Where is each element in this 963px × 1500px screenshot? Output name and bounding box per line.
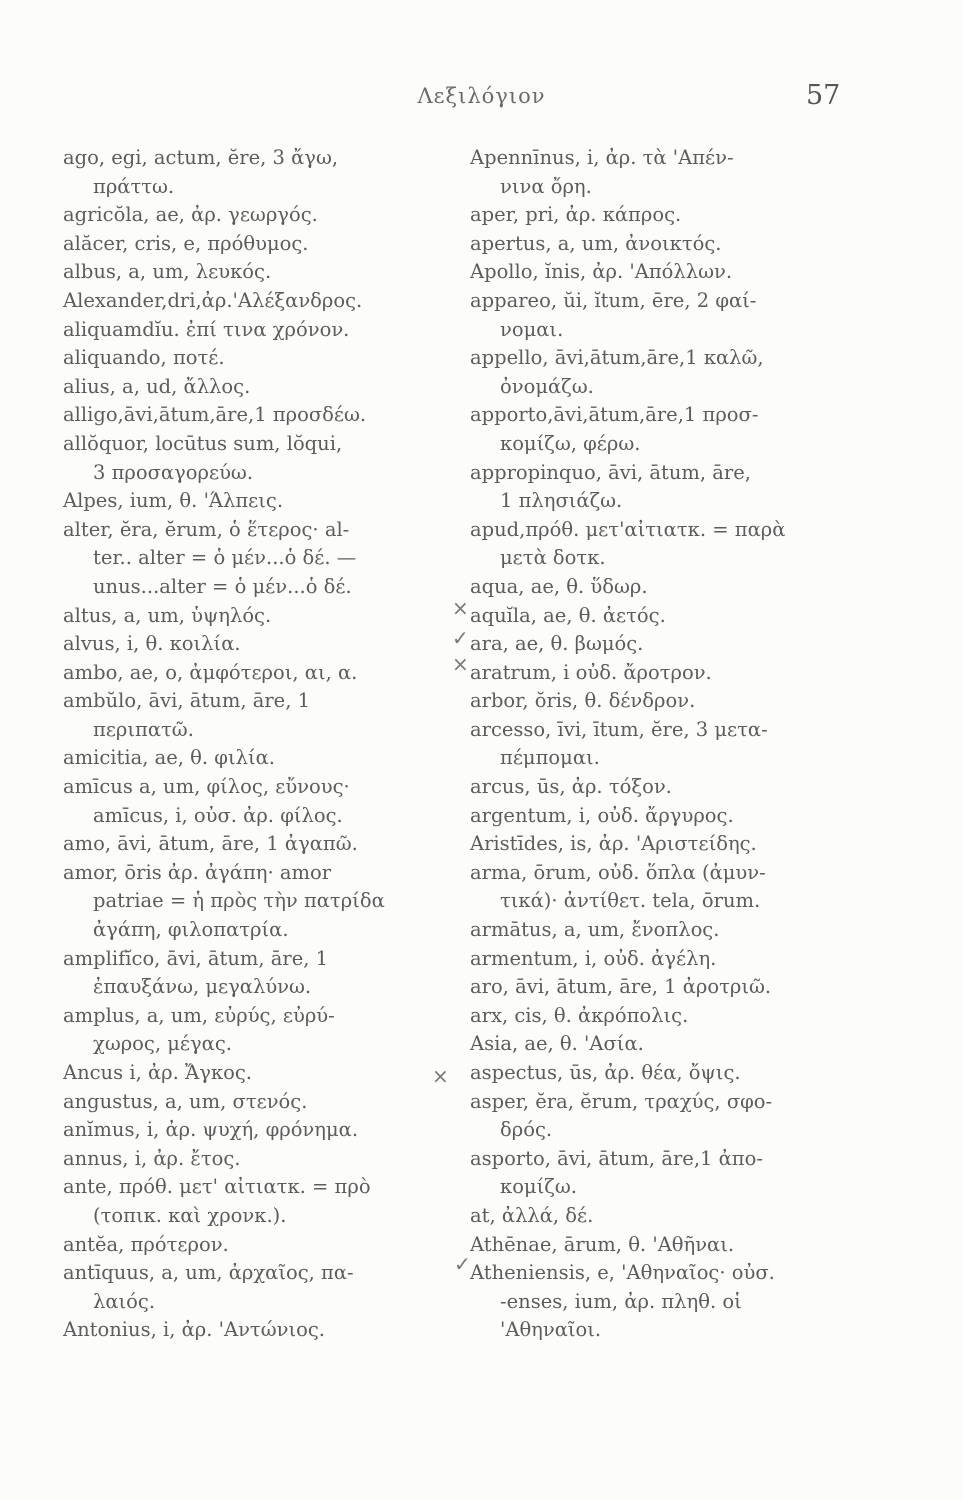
dictionary-line: μετὰ δοτκ. xyxy=(500,546,606,570)
dictionary-line: amplifĭco, āvi, ātum, āre, 1 xyxy=(63,946,329,970)
dictionary-line: amicitia, ae, θ. φιλία. xyxy=(63,746,275,770)
dictionary-line: λαιός. xyxy=(93,1289,156,1313)
dictionary-line: Apollo, ĭnis, ἀρ. 'Απόλλων. xyxy=(470,260,733,284)
dictionary-line: χωρος, μέγας. xyxy=(93,1032,232,1056)
dictionary-line: Alexander,dri,ἀρ.'Αλέξανδρος. xyxy=(63,288,363,312)
dictionary-line: aqua, ae, θ. ὕδωρ. xyxy=(470,574,648,598)
dictionary-line: τικά)· ἀντίθετ. tela, ōrum. xyxy=(500,889,761,913)
dictionary-line: aliquamdĭu. ἐπί τινα χρόνον. xyxy=(63,317,350,341)
dictionary-line: unus...alter = ὁ μέν...ὁ δέ. xyxy=(93,574,352,598)
dictionary-line: arcus, ūs, ἀρ. τόξον. xyxy=(470,775,672,799)
dictionary-line: ὀνομάζω. xyxy=(500,374,594,398)
dictionary-line: 3 προσαγορεύω. xyxy=(93,460,254,484)
dictionary-line: amplus, a, um, εὐρύς, εὐρύ- xyxy=(63,1003,335,1027)
dictionary-line: appello, āvi,ātum,āre,1 καλῶ, xyxy=(470,346,764,370)
dictionary-line: agricŏla, ae, ἀρ. γεωργός. xyxy=(63,203,318,227)
dictionary-line: alius, a, ud, ἄλλος. xyxy=(63,374,251,398)
dictionary-line: apud,πρόθ. μετ'αἰτιατκ. = παρὰ xyxy=(470,517,786,541)
dictionary-line: ara, ae, θ. βωμός. xyxy=(470,632,644,656)
dictionary-line: -enses, ium, ἀρ. πληθ. οἱ xyxy=(500,1289,742,1313)
dictionary-line: Aristīdes, is, ἀρ. 'Αριστείδης. xyxy=(470,832,757,856)
dictionary-line: aspectus, ūs, ἀρ. θέα, ὄψις. xyxy=(470,1061,741,1084)
dictionary-line: at, ἀλλά, δέ. xyxy=(470,1203,594,1227)
dictionary-line: νομαι. xyxy=(500,317,564,341)
dictionary-line: ter.. alter = ὁ μέν...ὁ δέ. — xyxy=(93,546,357,570)
dictionary-line: annus, i, ἀρ. ἔτος. xyxy=(63,1146,241,1170)
dictionary-line: allŏquor, locūtus sum, lŏqui, xyxy=(63,431,343,455)
dictionary-line: πέμπομαι. xyxy=(500,746,600,770)
dictionary-line: περιπατῶ. xyxy=(93,717,194,741)
dictionary-line: δρός. xyxy=(500,1118,553,1142)
dictionary-line: (τοπικ. καὶ χρονκ.). xyxy=(93,1203,287,1227)
dictionary-line: aratrum, i οὐδ. ἄροτρον. xyxy=(470,660,712,684)
page-number: 57 xyxy=(806,80,841,111)
dictionary-line: apporto,āvi,ātum,āre,1 προσ- xyxy=(470,403,759,427)
dictionary-line: amīcus a, um, φίλος, εὔνους· xyxy=(63,775,350,799)
dictionary-line: altus, a, um, ὑψηλός. xyxy=(63,603,272,627)
dictionary-line: armentum, i, οὐδ. ἀγέλη. xyxy=(470,946,717,970)
margin-cross-mark: × xyxy=(452,596,469,620)
dictionary-line: 'Αθηναῖοι. xyxy=(500,1318,602,1342)
dictionary-line: alvus, i, θ. κοιλία. xyxy=(63,632,241,656)
dictionary-line: ἐπαυξάνω, μεγαλύνω. xyxy=(93,975,312,999)
dictionary-line: ambo, ae, o, ἀμφότεροι, αι, α. xyxy=(63,660,358,684)
dictionary-line: anĭmus, i, ἀρ. ψυχή, φρόνημα. xyxy=(63,1118,359,1142)
dictionary-line: alăcer, cris, e, πρόθυμος. xyxy=(63,231,309,255)
dictionary-line: Ancus i, ἀρ. Ἄγκος. xyxy=(63,1061,253,1084)
margin-cross-mark: × xyxy=(432,1064,449,1088)
right-column xyxy=(470,144,870,1345)
dictionary-line: Antonius, i, ἀρ. 'Αντώνιος. xyxy=(63,1318,325,1342)
dictionary-line: κομίζω. xyxy=(500,1175,577,1199)
dictionary-line: asper, ĕra, ĕrum, τραχύς, σφο- xyxy=(470,1089,773,1113)
running-head: Λεξιλόγιον xyxy=(417,84,546,108)
dictionary-line: armātus, a, um, ἔνοπλος. xyxy=(470,918,720,942)
dictionary-line: ago, egi, actum, ĕre, 3 ἄγω, xyxy=(63,146,339,169)
dictionary-line: aquĭla, ae, θ. ἀετός. xyxy=(470,603,666,627)
dictionary-line: aper, pri, ἀρ. κάπρος. xyxy=(470,203,682,227)
dictionary-line: arbor, ŏris, θ. δένδρον. xyxy=(470,689,696,713)
dictionary-line: Athēnae, ārum, θ. 'Αθῆναι. xyxy=(470,1232,735,1256)
margin-check-mark: ✓ xyxy=(454,1252,471,1276)
dictionary-line: albus, a, um, λευκός. xyxy=(63,260,272,284)
dictionary-line: alligo,āvi,ātum,āre,1 προσδέω. xyxy=(63,403,367,427)
dictionary-line: arcesso, īvi, ītum, ĕre, 3 μετα- xyxy=(470,717,768,741)
dictionary-line: ambŭlo, āvi, ātum, āre, 1 xyxy=(63,689,311,713)
dictionary-line: appropinquo, āvi, ātum, āre, xyxy=(470,460,751,484)
dictionary-line: ante, πρόθ. μετ' αἰτιατκ. = πρὸ xyxy=(63,1175,371,1199)
dictionary-line: aliquando, ποτέ. xyxy=(63,346,225,370)
dictionary-line: antĕa, πρότερον. xyxy=(63,1232,229,1256)
dictionary-line: Asia, ae, θ. 'Ασία. xyxy=(470,1032,644,1056)
dictionary-line: angustus, a, um, στενός. xyxy=(63,1089,308,1113)
dictionary-line: arma, ōrum, οὐδ. ὅπλα (ἀμυν- xyxy=(470,860,766,884)
dictionary-line: Alpes, ium, θ. 'Άλπεις. xyxy=(63,489,284,513)
dictionary-line: amor, ōris ἀρ. ἀγάπη· amor xyxy=(63,860,332,884)
dictionary-line: νινα ὄρη. xyxy=(500,174,592,198)
left-column xyxy=(63,144,463,1345)
dictionary-line: alter, ĕra, ĕrum, ὁ ἕτερος· al- xyxy=(63,517,350,541)
dictionary-line: Apennīnus, i, ἀρ. τὰ 'Απέν- xyxy=(470,146,734,169)
dictionary-line: argentum, i, οὐδ. ἄργυρος. xyxy=(470,803,734,827)
dictionary-line: appareo, ŭi, ĭtum, ēre, 2 φαί- xyxy=(470,288,757,312)
dictionary-line: aro, āvi, ātum, āre, 1 ἀροτριῶ. xyxy=(470,975,772,999)
dictionary-line: ἀγάπη, φιλοπατρία. xyxy=(93,918,289,942)
dictionary-line: amo, āvi, ātum, āre, 1 ἀγαπῶ. xyxy=(63,832,358,856)
dictionary-line: asporto, āvi, ātum, āre,1 ἀπο- xyxy=(470,1146,763,1170)
dictionary-line: Atheniensis, e, 'Αθηναῖος· οὐσ. xyxy=(470,1261,775,1285)
dictionary-line: 1 πλησιάζω. xyxy=(500,489,623,513)
dictionary-line: amīcus, i, οὐσ. ἀρ. φίλος. xyxy=(93,803,343,827)
dictionary-line: πράττω. xyxy=(93,174,175,198)
margin-cross-mark: × xyxy=(452,652,469,676)
dictionary-line: patriae = ἡ πρὸς τὴν πατρίδα xyxy=(93,889,385,913)
dictionary-line: apertus, a, um, ἀνοικτός. xyxy=(470,231,722,255)
dictionary-line: antīquus, a, um, ἀρχαῖος, πα- xyxy=(63,1261,354,1285)
dictionary-line: arx, cis, θ. ἀκρόπολις. xyxy=(470,1003,689,1027)
margin-check-mark: ✓ xyxy=(452,626,469,650)
dictionary-line: κομίζω, φέρω. xyxy=(500,431,641,455)
